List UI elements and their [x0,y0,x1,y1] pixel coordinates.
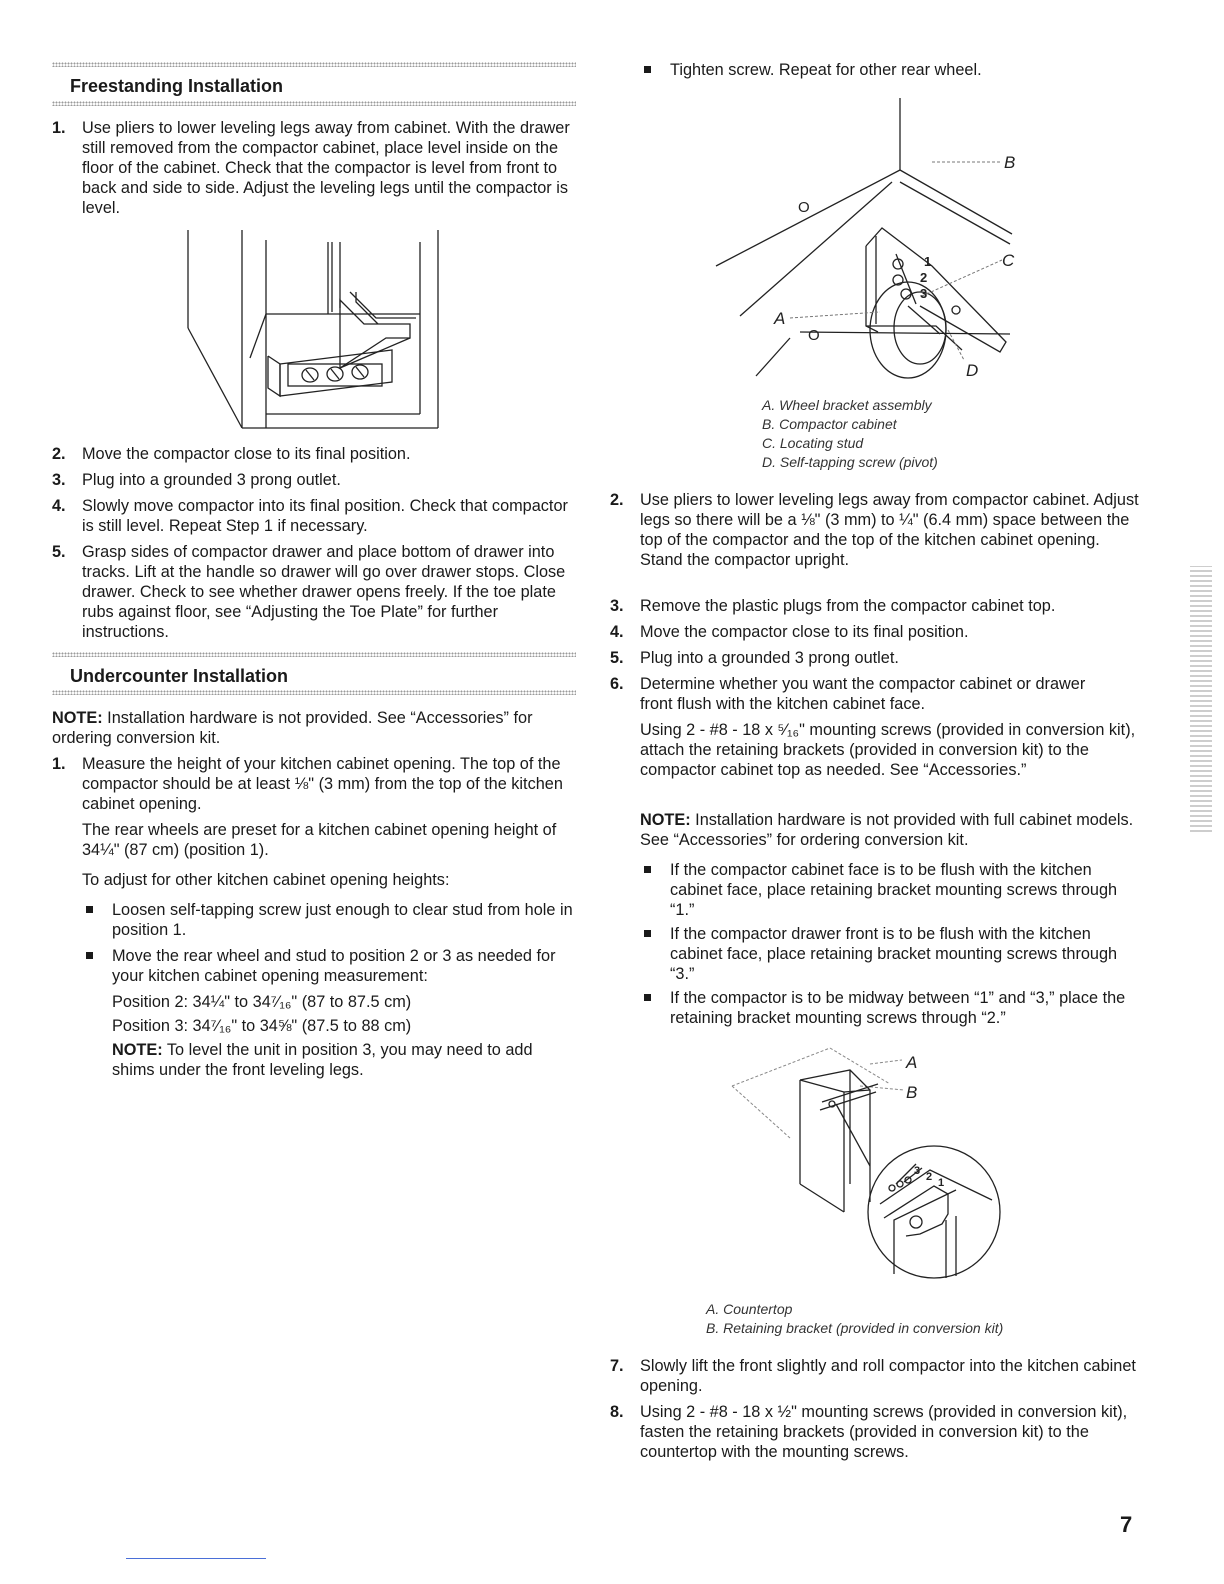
stud-marker-o: O [798,199,810,216]
undercounter-step-5: Plug into a grounded 3 prong outlet. [640,649,899,667]
caption-retaining-bracket: B. Retaining bracket (provided in conversion kit) [706,1320,1004,1336]
freestanding-step-4: Slowly move compactor into its final position. Check that compactor is still level. Repeat Step 1 if necessary. [82,497,568,535]
position-label-3: 3 [920,286,928,301]
flush-bullet-2: If the compactor drawer front is to be flush with the kitchen cabinet face, place retaining bracket mounting screws through “3.” [670,925,1118,983]
bullet-marker [86,906,93,913]
flush-bullet-3: If the compactor is to be midway between “1” and “3,” place the retaining bracket mounting screws through “2.” [670,989,1126,1027]
note-label: NOTE: [112,1041,163,1059]
undercounter-step-4: Move the compactor close to its final position. [640,623,969,641]
undercounter-step-1: Measure the height of your kitchen cabinet opening. The top of the compactor should be at least ⅛" (3 mm) from the top of the kitchen cabinet opening. [82,755,563,813]
bullet-marker [644,930,651,937]
position-label-2: 2 [920,270,928,285]
step-number: 4. [52,497,66,515]
bullet-marker [644,66,651,73]
note-text: To level the unit in position 3, you may need to add shims under the front leveling legs. [112,1041,533,1079]
undercounter-heading: Undercounter Installation [70,666,289,686]
stud-marker-o: O [808,327,820,344]
undercounter-step-3: Remove the plastic plugs from the compactor cabinet top. [640,597,1056,615]
caption-countertop: A. Countertop [706,1301,793,1317]
undercounter-step-6-p2: Using 2 - #8 - 18 x ⁵⁄₁₆" mounting screws (provided in conversion kit), attach the retaining brackets (provided in conversion kit) to the compactor cabinet top as needed. See “Accessories.” [640,721,1136,779]
position-label-1: 1 [938,1177,945,1189]
label-a: A [906,1053,918,1072]
freestanding-step-5: Grasp sides of compactor drawer and place bottom of drawer into tracks. Lift at the handle so drawer will go over drawer stops. Close drawer. Check to see whether drawer opens freely. If the toe plate rubs against floor, see “Adjusting the Toe Plate” for further instructions. [82,543,566,641]
position-2: Position 2: 34¼" to 34⁷⁄₁₆" (87 to 87.5 cm) [112,993,412,1011]
undercounter-step-1-p3: To adjust for other kitchen cabinet opening heights: [82,871,450,889]
undercounter-note [52,708,576,748]
caption-a: A. Wheel bracket assembly [762,397,932,413]
diagram2-captions [706,1300,1126,1338]
freestanding-step-2: Move the compactor close to its final position. [82,445,411,463]
note-label: NOTE: [640,811,691,829]
wheel-bracket-diagram [700,96,1030,386]
position-label-1: 1 [924,254,932,269]
note-label: NOTE: [52,709,103,727]
top-rule [52,62,576,67]
diagram1-captions [762,396,1062,472]
bullet-marker [644,994,651,1001]
step-number: 8. [610,1403,624,1421]
tighten-screw-bullet: Tighten screw. Repeat for other rear wheel. [670,61,982,79]
label-d: D [966,361,979,380]
caption-c: C. Locating stud [762,435,864,451]
side-tab-mark [1190,566,1212,832]
label-b: B [906,1083,918,1102]
note-text: Installation hardware is not provided with full cabinet models. See “Accessories” for ordering conversion kit. [640,811,1134,849]
undercounter-top-rule [52,652,576,657]
leveling-diagram [180,228,450,434]
undercounter-step-8: Using 2 - #8 - 18 x ½" mounting screws (provided in conversion kit), fasten the retaining brackets (provided in conversion kit) to the countertop with the mounting screws. [640,1403,1128,1461]
step-number: 3. [610,597,624,615]
flush-bullet-1: If the compactor cabinet face is to be flush with the kitchen cabinet face, place retaining bracket mounting screws through “1.” [670,861,1118,919]
caption-b: B. Compactor cabinet [762,416,897,432]
undercounter-note-2 [112,1040,552,1080]
undercounter-note-3 [640,810,1140,850]
freestanding-step-3: Plug into a grounded 3 prong outlet. [82,471,341,489]
label-c: C [1002,251,1015,270]
position-3: Position 3: 34⁷⁄₁₆" to 34⅝" (87.5 to 88 cm) [112,1017,412,1035]
caption-d: D. Self-tapping screw (pivot) [762,454,938,470]
undercounter-step-6: Determine whether you want the compactor cabinet or drawer front flush with the kitchen cabinet face. [640,675,1086,713]
step-number: 1. [52,755,66,773]
step-number: 2. [52,445,66,463]
step-number: 7. [610,1357,624,1375]
step-number: 6. [610,675,624,693]
position-label-2: 2 [926,1171,933,1183]
freestanding-rule [52,101,576,106]
bottom-rule [126,1558,266,1559]
undercounter-step-2: Use pliers to lower leveling legs away from compactor cabinet. Adjust legs so there will be a ⅛" (3 mm) to ¼" (6.4 mm) space between the top of the compactor and the top of the kitchen cabinet opening. Stand the compactor upright. [640,491,1139,569]
step-number: 1. [52,119,66,137]
freestanding-step-1: Use pliers to lower leveling legs away from cabinet. With the drawer still removed from the compactor cabinet, place level inside on the floor of the cabinet. Check that the compactor is level from front to back and side to side. Adjust the leveling legs until the compactor is level. [82,119,570,217]
bullet-marker [86,952,93,959]
step-number: 2. [610,491,624,509]
note-text: Installation hardware is not provided. See “Accessories” for ordering conversion kit. [52,709,533,747]
undercounter-rule [52,690,576,695]
freestanding-heading: Freestanding Installation [70,76,284,96]
undercounter-bullet-2: Move the rear wheel and stud to position 2 or 3 as needed for your kitchen cabinet opening measurement: [112,947,556,985]
retaining-bracket-diagram [720,1044,1020,1298]
step-number: 5. [610,649,624,667]
bullet-marker [644,866,651,873]
step-number: 4. [610,623,624,641]
label-b: B [1004,153,1016,172]
undercounter-bullet-1: Loosen self-tapping screw just enough to clear stud from hole in position 1. [112,901,573,939]
label-a: A [774,309,786,328]
undercounter-step-1-p2: The rear wheels are preset for a kitchen cabinet opening height of 34¼" (87 cm) (position 1). [82,821,557,859]
undercounter-step-7: Slowly lift the front slightly and roll compactor into the kitchen cabinet opening. [640,1357,1136,1395]
position-label-3: 3 [914,1165,921,1177]
page-number: 7 [1120,1512,1133,1537]
step-number: 5. [52,543,66,561]
step-number: 3. [52,471,66,489]
